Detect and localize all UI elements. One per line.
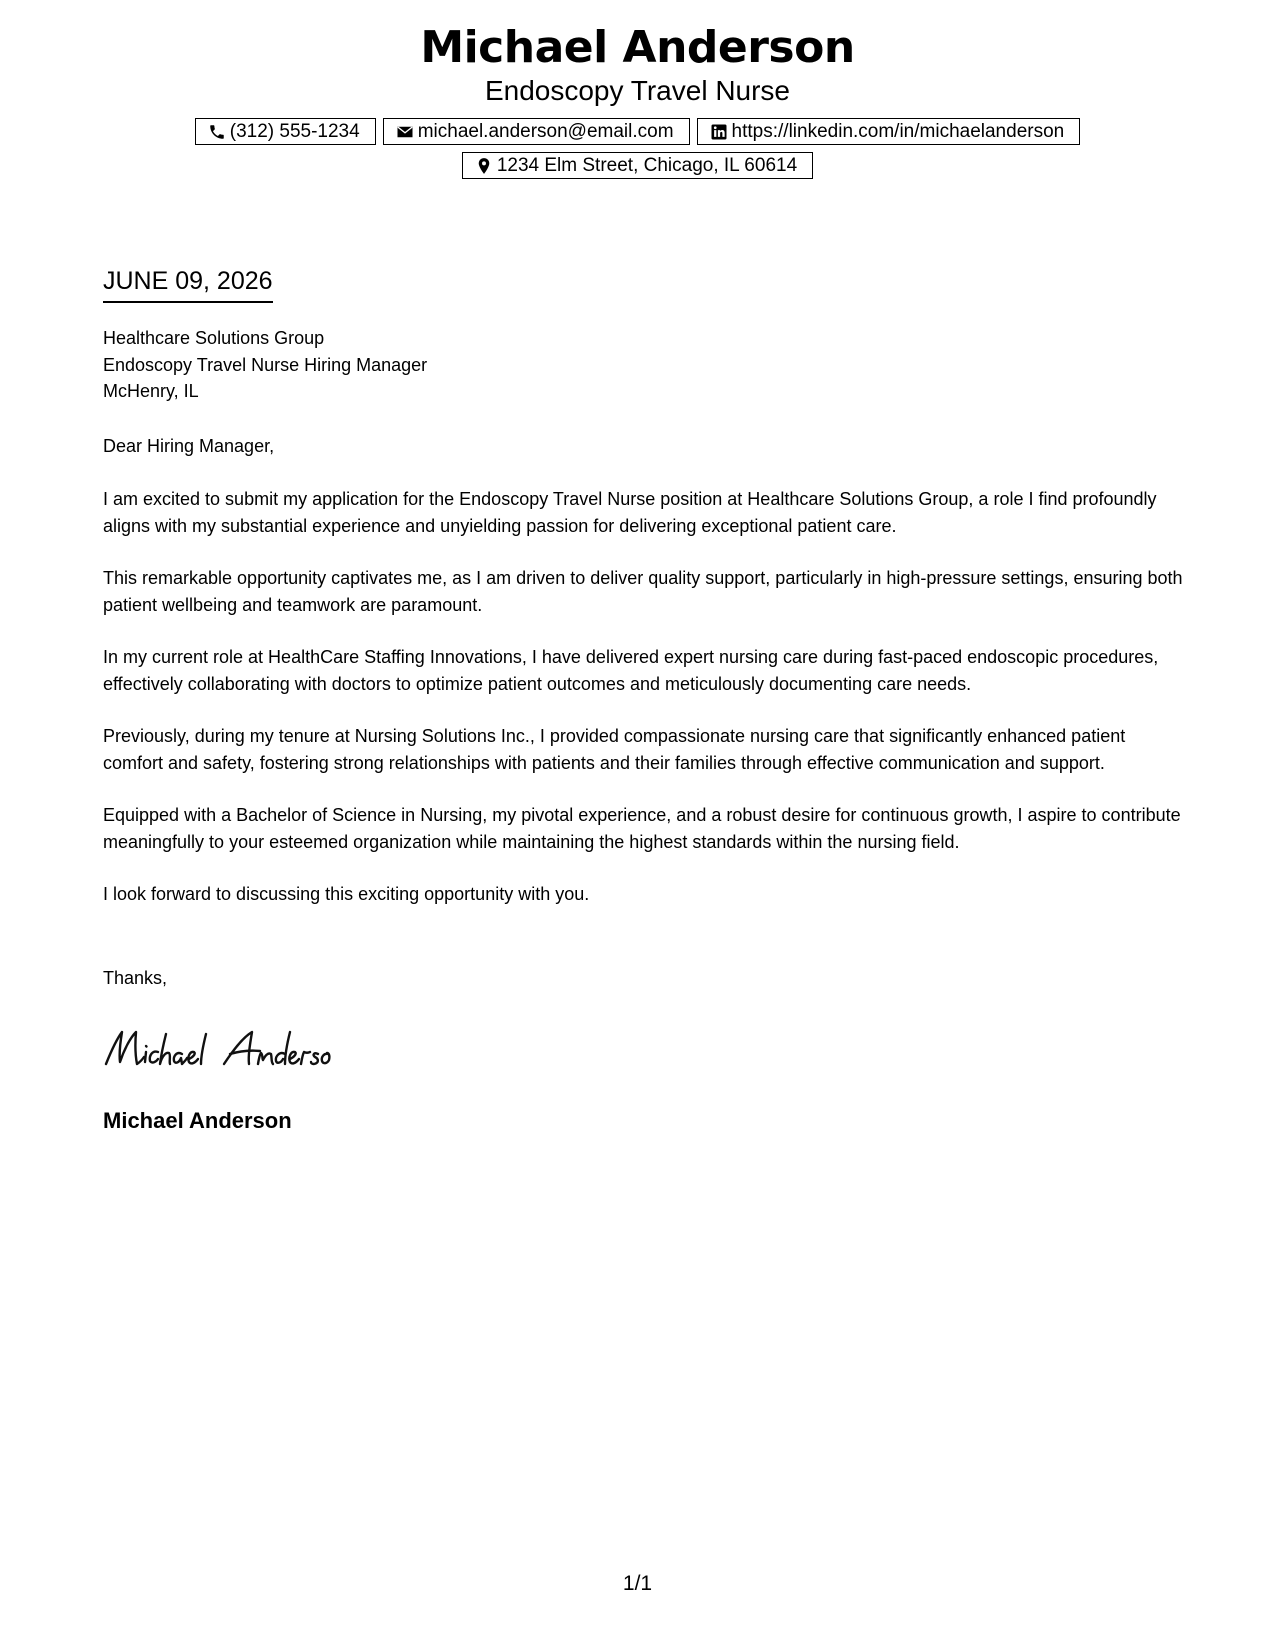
handwritten-signature [100,1024,365,1079]
envelope-icon [396,123,414,141]
linkedin-text: https://linkedin.com/in/michaelanderson [731,120,1065,142]
phone-icon [208,123,226,141]
applicant-name: Michael Anderson [420,22,855,73]
map-marker-icon [475,157,493,175]
body-paragraph: I am excited to submit my application for the Endoscopy Travel Nurse position at Healthcare Solutions Group, a role I find profoundly aligns with my substantial experience and unyielding passion for delivering exceptional patient care. [103,489,1157,536]
date-block [103,266,273,303]
address-contact [462,152,813,179]
email-text: michael.anderson@email.com [417,120,674,142]
closing: Thanks, [103,968,168,988]
salutation: Dear Hiring Manager, [103,436,275,456]
body-paragraph: In my current role at HealthCare Staffing Innovations, I have delivered expert nursing care during fast-paced endoscopic procedures, effectively collaborating with doctors to optimize patient outcomes and meticulously documenting care needs. [103,647,1159,694]
address-text: 1234 Elm Street, Chicago, IL 60614 [496,154,798,176]
address-row [0,152,1275,179]
contact-row [0,118,1275,145]
recipient-location: McHenry, IL [103,381,199,401]
letter-body [103,486,1183,934]
phone-text: (312) 555-1234 [229,120,360,142]
letter-date: JUNE 09, 2026 [103,266,273,303]
signed-name: Michael Anderson [103,1108,292,1133]
body-paragraph: This remarkable opportunity captivates me, as I am driven to deliver quality support, particularly in high-pressure settings, ensuring both patient wellbeing and teamwork are paramount. [103,568,1183,615]
letter-header [0,22,1275,179]
phone-contact[interactable] [195,118,376,145]
recipient-contact: Endoscopy Travel Nurse Hiring Manager [103,354,428,375]
body-paragraph: Equipped with a Bachelor of Science in Nursing, my pivotal experience, and a robust desire for continuous growth, I aspire to contribute meaningfully to your esteemed organization while maintaining the highest standards within the nursing field. [103,805,1181,852]
linkedin-contact[interactable] [697,118,1081,145]
body-paragraph: I look forward to discussing this exciting opportunity with you. [103,884,590,904]
email-contact[interactable] [383,118,690,145]
page-number: 1/1 [622,1572,653,1595]
recipient-company: Healthcare Solutions Group [103,328,325,348]
applicant-title: Endoscopy Travel Nurse [484,75,791,106]
linkedin-icon [710,123,728,141]
body-paragraph: Previously, during my tenure at Nursing Solutions Inc., I provided compassionate nursing care that significantly enhanced patient comfort and safety, fostering strong relationships with patients and their families through effective communication and support. [103,726,1126,773]
recipient-block [103,325,1183,405]
